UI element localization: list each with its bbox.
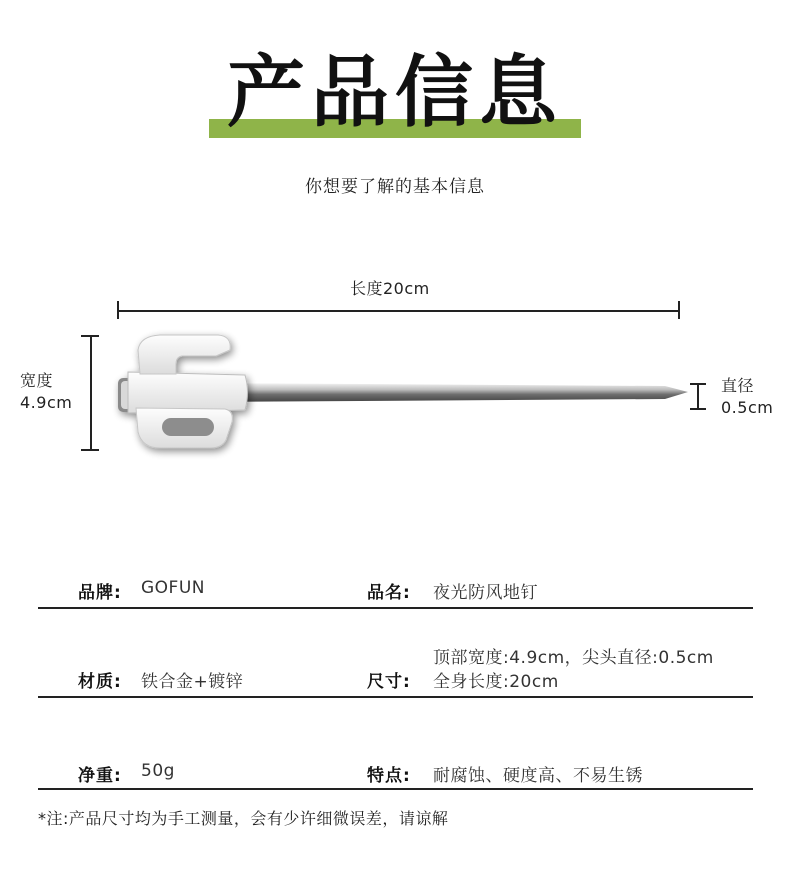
feature-value: 耐腐蚀、硬度高、不易生锈 <box>433 766 643 786</box>
weight-value: 50g <box>141 761 175 781</box>
width-label-line2: 4.9cm <box>20 393 73 412</box>
name-value: 夜光防风地钉 <box>433 583 538 603</box>
weight-label: 净重: <box>78 766 122 786</box>
name-label: 品名: <box>367 583 411 603</box>
length-line <box>118 310 680 312</box>
length-label: 长度20cm <box>350 279 430 298</box>
feature-label: 特点: <box>367 766 411 786</box>
row-divider-2 <box>38 696 753 698</box>
header <box>0 0 790 197</box>
width-label-line1: 宽度 <box>20 371 54 390</box>
size-value-line2: 全身长度:20cm <box>433 672 559 692</box>
page-subtitle: 你想要了解的基本信息 <box>305 177 485 197</box>
measurement-note: *注:产品尺寸均为手工测量，会有少许细微误差，请谅解 <box>38 809 449 828</box>
row-divider-3 <box>38 788 753 790</box>
length-cap-right <box>678 301 680 319</box>
page-title: 产品信息 <box>226 48 563 138</box>
material-value: 铁合金+镀锌 <box>141 672 244 692</box>
diameter-line <box>697 384 699 409</box>
diameter-cap-bottom <box>690 408 706 410</box>
width-cap-top <box>81 335 99 337</box>
size-label: 尺寸: <box>367 672 411 692</box>
diameter-label-line2: 0.5cm <box>721 398 774 417</box>
diameter-label-line1: 直径 <box>721 376 755 395</box>
length-cap-left <box>117 301 119 319</box>
brand-value: GOFUN <box>141 578 205 598</box>
brand-label: 品牌: <box>78 583 122 603</box>
width-line <box>90 336 92 450</box>
material-label: 材质: <box>78 672 122 692</box>
row-divider-1 <box>38 607 753 609</box>
width-cap-bottom <box>81 449 99 451</box>
diameter-cap-top <box>690 383 706 385</box>
size-value-line1: 顶部宽度:4.9cm，尖头直径:0.5cm <box>433 648 714 668</box>
